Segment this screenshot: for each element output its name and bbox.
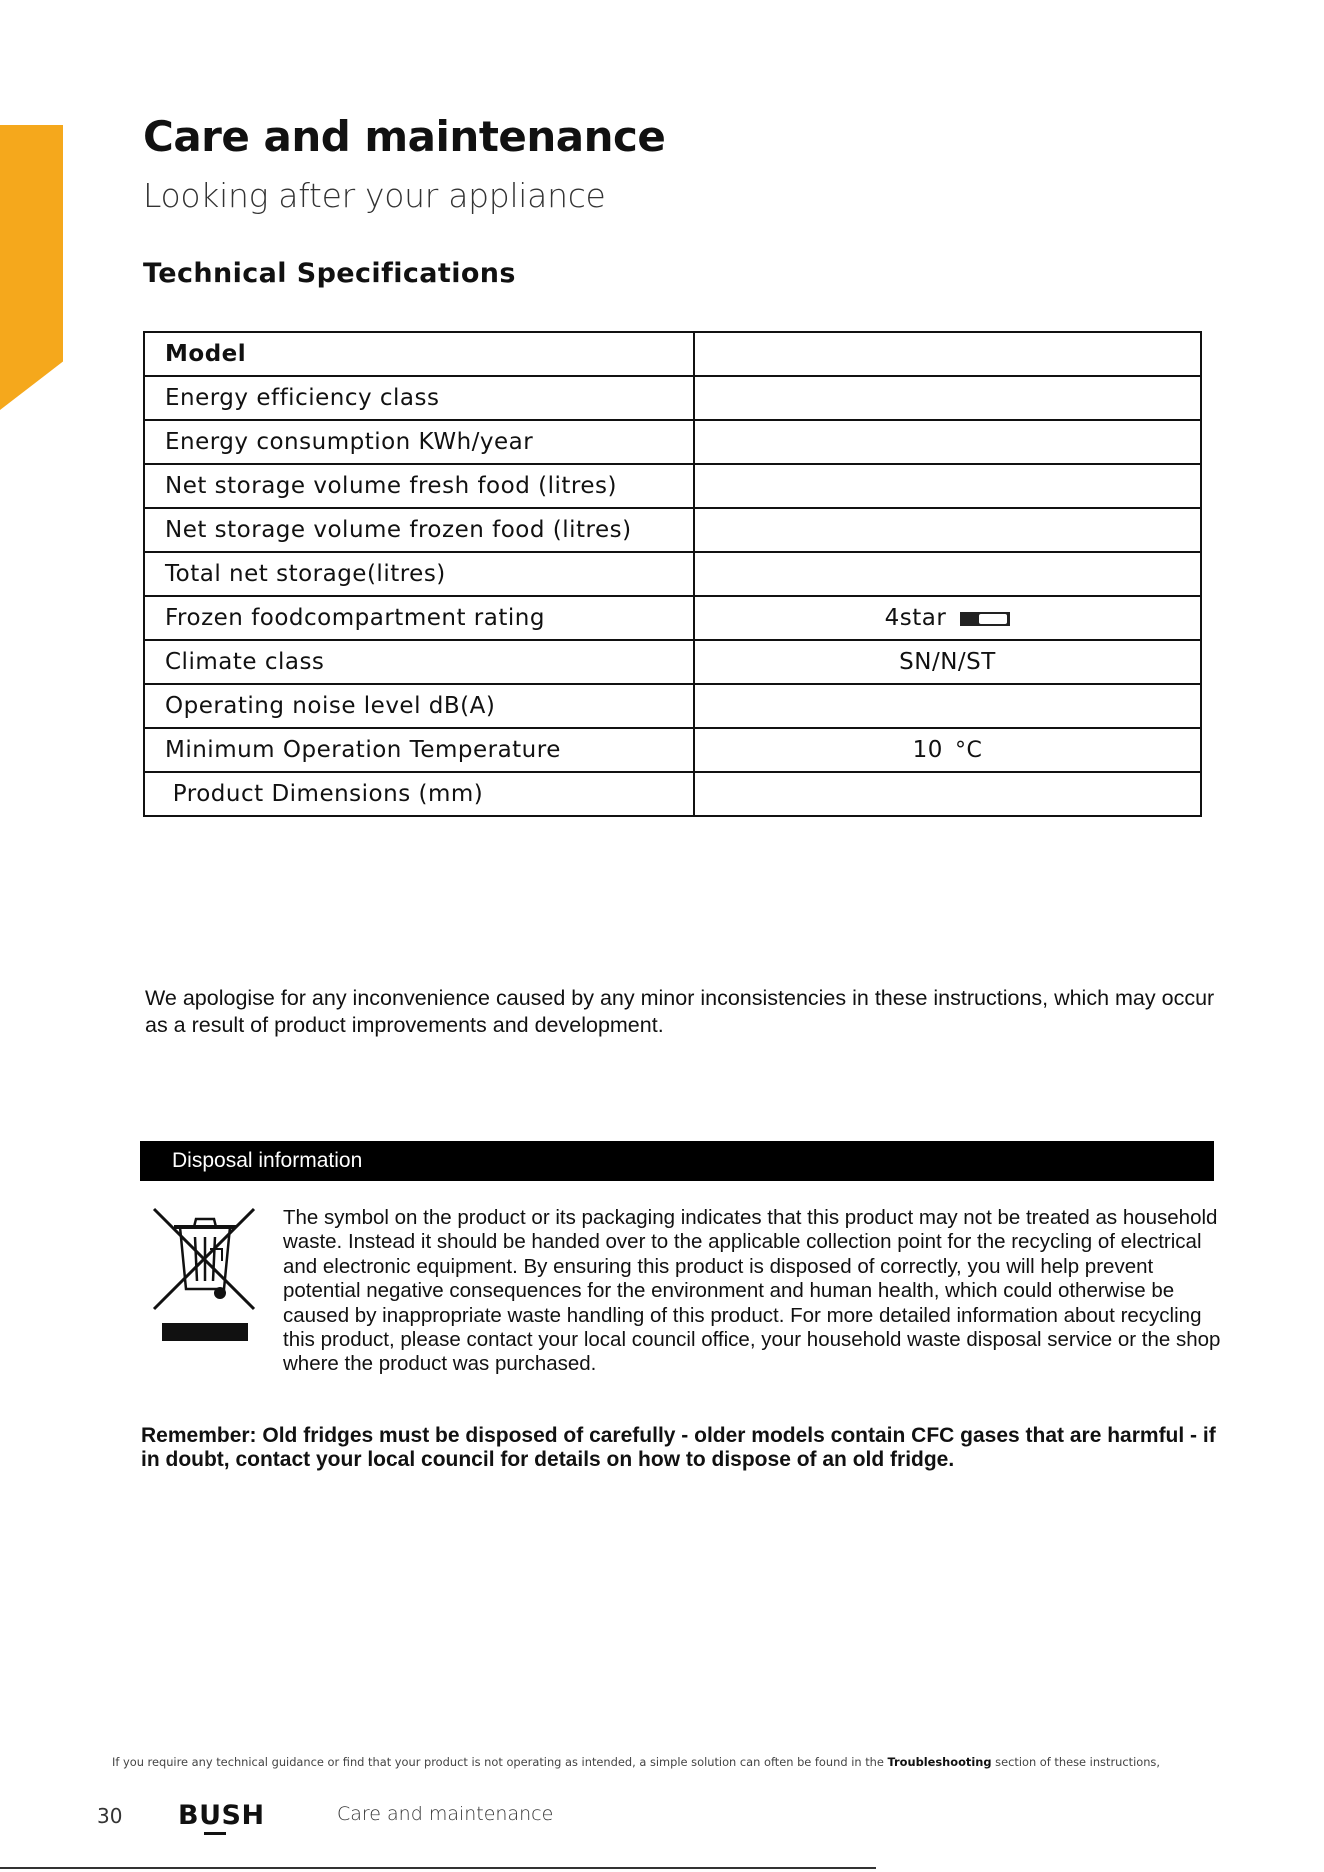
page-number: 30 — [97, 1804, 123, 1828]
spec-value-noise-level — [694, 684, 1201, 728]
spec-value-energy-consumption — [694, 420, 1201, 464]
spec-label-energy-class: Energy efficiency class — [144, 376, 694, 420]
table-row — [144, 640, 1201, 684]
spec-value-climate-class: SN/N/ST — [694, 640, 1201, 684]
spec-value-frozen-food-volume — [694, 508, 1201, 552]
table-row — [144, 596, 1201, 640]
remember-warning: Remember: Old fridges must be disposed of carefully - older models contain CFC gases that are harmful - if in doubt, contact your local council for details on how to dispose of an old fridge. — [141, 1424, 1216, 1471]
spec-label-energy-consumption: Energy consumption KWh/year — [144, 420, 694, 464]
celsius-unit: °C — [954, 738, 983, 763]
spec-label-freezer-rating: Frozen foodcompartment rating — [144, 596, 694, 640]
brand-logo-underline — [204, 1832, 226, 1835]
table-row — [144, 420, 1201, 464]
section-tab-accent — [0, 125, 63, 410]
spec-value-total-storage — [694, 552, 1201, 596]
table-row — [144, 332, 1201, 376]
troubleshooting-link[interactable]: Troubleshooting — [887, 1755, 992, 1769]
min-temperature-value: 10 — [912, 737, 943, 763]
footer-section-name: Care and maintenance — [337, 1803, 554, 1825]
troubleshooting-footnote — [112, 1755, 1312, 1769]
spec-label-dimensions: Product Dimensions (mm) — [144, 772, 694, 816]
spec-value-fresh-food-volume — [694, 464, 1201, 508]
spec-value-dimensions — [694, 772, 1201, 816]
spec-label-fresh-food-volume: Net storage volume fresh food (litres) — [144, 464, 694, 508]
brand-logo: BUSH — [178, 1800, 265, 1831]
crossed-out-wheelie-bin-icon — [150, 1205, 260, 1345]
spec-value-energy-class — [694, 376, 1201, 420]
table-row — [144, 508, 1201, 552]
section-heading: Technical Specifications — [143, 258, 516, 289]
table-row — [144, 728, 1201, 772]
table-row — [144, 552, 1201, 596]
spec-label-climate-class: Climate class — [144, 640, 694, 684]
spec-value-model — [694, 332, 1201, 376]
table-row — [144, 772, 1201, 816]
apology-note: We apologise for any inconvenience caused by any minor inconsistencies in these instructions, which may occur as a result of product improvements and development. — [145, 986, 1215, 1037]
freezer-rating-text: 4star — [884, 605, 947, 631]
table-row — [144, 376, 1201, 420]
bottom-divider — [0, 1867, 876, 1869]
spec-label-frozen-food-volume: Net storage volume frozen food (litres) — [144, 508, 694, 552]
spec-label-model: Model — [144, 332, 694, 376]
disposal-heading: Disposal information — [140, 1141, 1214, 1181]
disposal-body-text: The symbol on the product or its packaging indicates that this product may not be treated as household waste. Instead it should be handed over to the applicable collection point for the recycling of electrical and electronic equipment. By ensuring this product is disposed of correctly, you will help prevent potential negative consequences for the environment and human health, which could otherwise be caused by inappropriate waste handling of this product. For more detailed information about recycling this product, please contact your local council office, your household waste disposal service or the shop where the product was purchased. — [283, 1206, 1221, 1376]
footnote-text-start: If you require any technical guidance or find that your product is not operating as intended, a simple solution can often be found in the — [112, 1755, 888, 1769]
table-row — [144, 464, 1201, 508]
spec-value-freezer-rating — [694, 596, 1201, 640]
page-subtitle: Looking after your appliance — [143, 176, 606, 215]
footnote-text-end: section of these instructions, — [991, 1755, 1160, 1769]
spec-label-total-storage: Total net storage(litres) — [144, 552, 694, 596]
spec-value-min-temperature — [694, 728, 1201, 772]
spec-label-min-temperature: Minimum Operation Temperature — [144, 728, 694, 772]
technical-specifications-table — [143, 331, 1202, 817]
spec-label-noise-level: Operating noise level dB(A) — [144, 684, 694, 728]
table-row — [144, 684, 1201, 728]
four-star-freezer-icon — [960, 612, 1010, 626]
page-title: Care and maintenance — [143, 112, 666, 161]
